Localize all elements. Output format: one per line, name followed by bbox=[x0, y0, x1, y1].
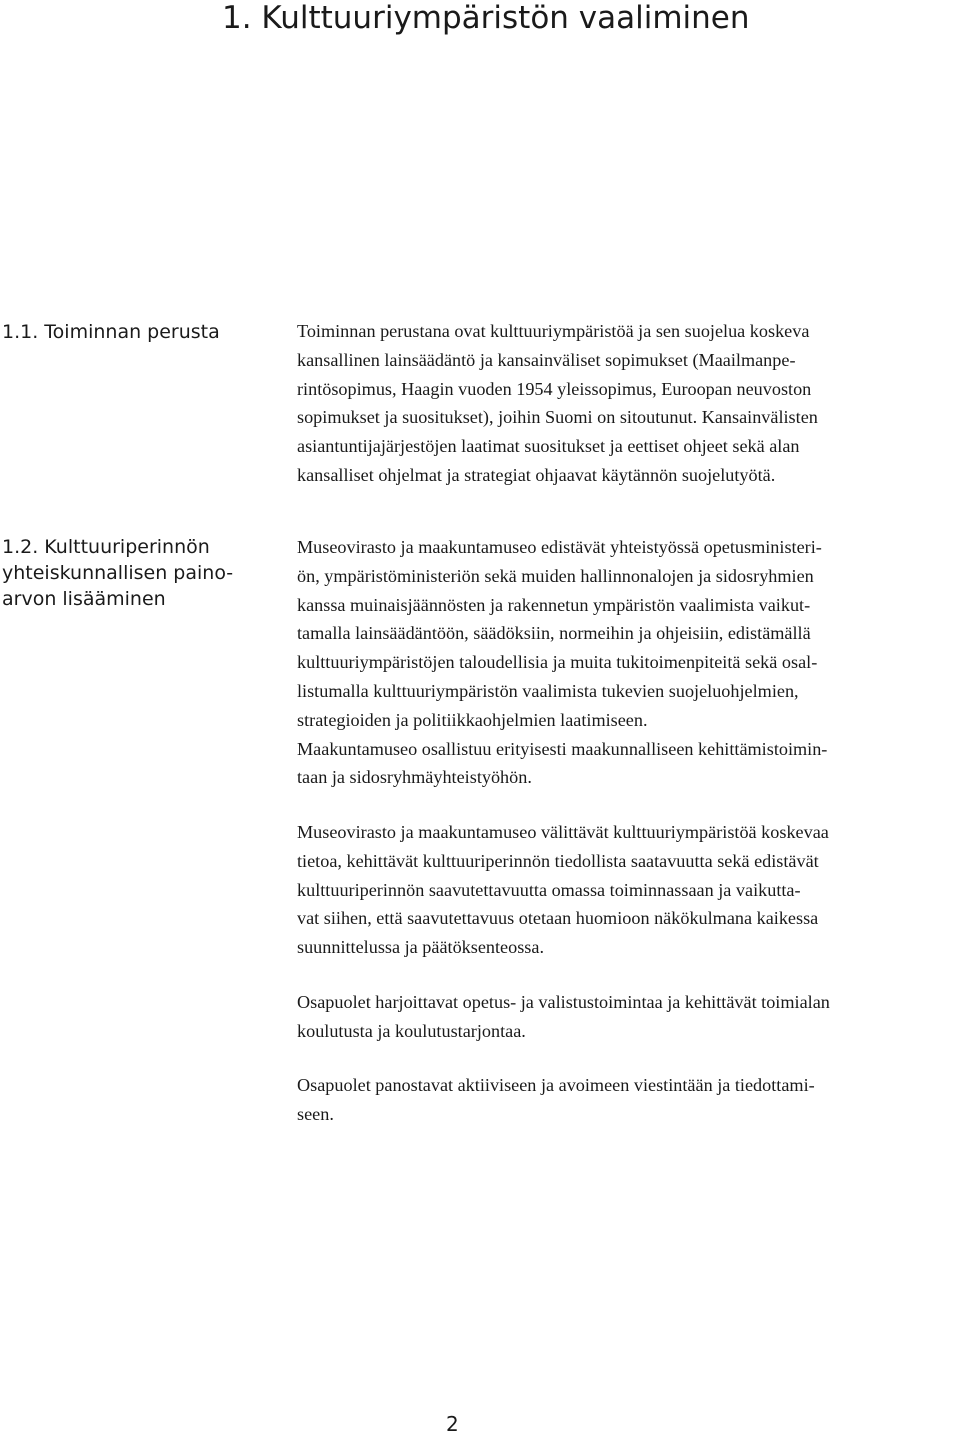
text-line: seen. bbox=[297, 1103, 334, 1124]
text-line: kansalliset ohjelmat ja strategiat ohjaavat käytännön suojelutyötä. bbox=[297, 464, 776, 485]
text-line: asiantuntijajärjestöjen laatimat suositukset ja eettiset ohjeet sekä alan bbox=[297, 436, 800, 457]
text-line: Osapuolet harjoittavat opetus- ja valistustoimintaa ja kehittävät toimialan bbox=[297, 991, 830, 1012]
text-line: kulttuuriperinnön saavutettavuutta omassa toiminnassaan ja vaikutta- bbox=[297, 879, 801, 900]
text-line: tamalla lainsäädäntöön, säädöksiin, normeihin ja ohjeisiin, edistämällä bbox=[297, 623, 811, 644]
section-heading-kulttuuriperinnon-painoarvo bbox=[2, 534, 252, 612]
text-line: ön, ympäristöministeriön sekä muiden hallinnonalojen ja sidosryhmien bbox=[297, 565, 814, 586]
page-title: 1. Kulttuuriympäristön vaaliminen bbox=[222, 0, 750, 36]
section-heading-line: 1.2. Kulttuuriperinnön bbox=[2, 536, 210, 558]
section-body-kulttuuriperinnon-painoarvo bbox=[297, 533, 959, 1129]
text-line: rintösopimus, Haagin vuoden 1954 yleissopimus, Euroopan neuvoston bbox=[297, 378, 812, 399]
section-body-toiminnan-perusta bbox=[297, 317, 959, 490]
paragraph bbox=[297, 533, 959, 792]
text-line: Osapuolet panostavat aktiiviseen ja avoimeen viestintään ja tiedottami- bbox=[297, 1075, 815, 1096]
paragraph bbox=[297, 1071, 959, 1129]
text-line: strategioiden ja politiikkaohjelmien laatimiseen. bbox=[297, 709, 648, 730]
section-heading-line: 1.1. Toiminnan perusta bbox=[2, 321, 220, 343]
text-line: vat siihen, että saavutettavuus otetaan huomioon näkökulmana kaikessa bbox=[297, 908, 819, 929]
text-line: tietoa, kehittävät kulttuuriperinnön tiedollista saatavuutta sekä edistävät bbox=[297, 850, 819, 871]
text-line: Museovirasto ja maakuntamuseo edistävät yhteistyössä opetusministeri- bbox=[297, 537, 822, 557]
text-line: kanssa muinaisjäännösten ja rakennetun ympäristön vaalimista vaikut- bbox=[297, 594, 811, 615]
page-number: 2 bbox=[446, 1412, 459, 1436]
text-line: suunnittelussa ja päätöksenteossa. bbox=[297, 937, 544, 958]
text-line: Toiminnan perustana ovat kulttuuriympäristöä ja sen suojelua koskeva bbox=[297, 321, 810, 341]
section-heading-line: yhteiskunnallisen paino- bbox=[2, 562, 234, 584]
section-heading-toiminnan-perusta bbox=[2, 319, 252, 345]
section-heading-line: arvon lisääminen bbox=[2, 588, 166, 610]
text-line: kulttuuriympäristöjen taloudellisia ja muita tukitoimenpiteitä sekä osal- bbox=[297, 652, 818, 673]
text-line: sopimukset ja suositukset), joihin Suomi on sitoutunut. Kansainvälisten bbox=[297, 407, 818, 428]
paragraph bbox=[297, 818, 959, 962]
text-line: kansallinen lainsäädäntö ja kansainväliset sopimukset (Maailmanpe- bbox=[297, 349, 796, 370]
text-line: Maakuntamuseo osallistuu erityisesti maakunnalliseen kehittämistoimin- bbox=[297, 738, 828, 759]
text-line: taan ja sidosryhmäyhteistyöhön. bbox=[297, 767, 532, 788]
paragraph bbox=[297, 317, 959, 490]
text-line: listumalla kulttuuriympäristön vaalimista tukevien suojeluohjelmien, bbox=[297, 680, 799, 701]
text-line: koulutusta ja koulutustarjontaa. bbox=[297, 1020, 526, 1041]
paragraph bbox=[297, 988, 959, 1046]
text-line: Museovirasto ja maakuntamuseo välittävät kulttuuriympäristöä koskevaa bbox=[297, 821, 829, 842]
